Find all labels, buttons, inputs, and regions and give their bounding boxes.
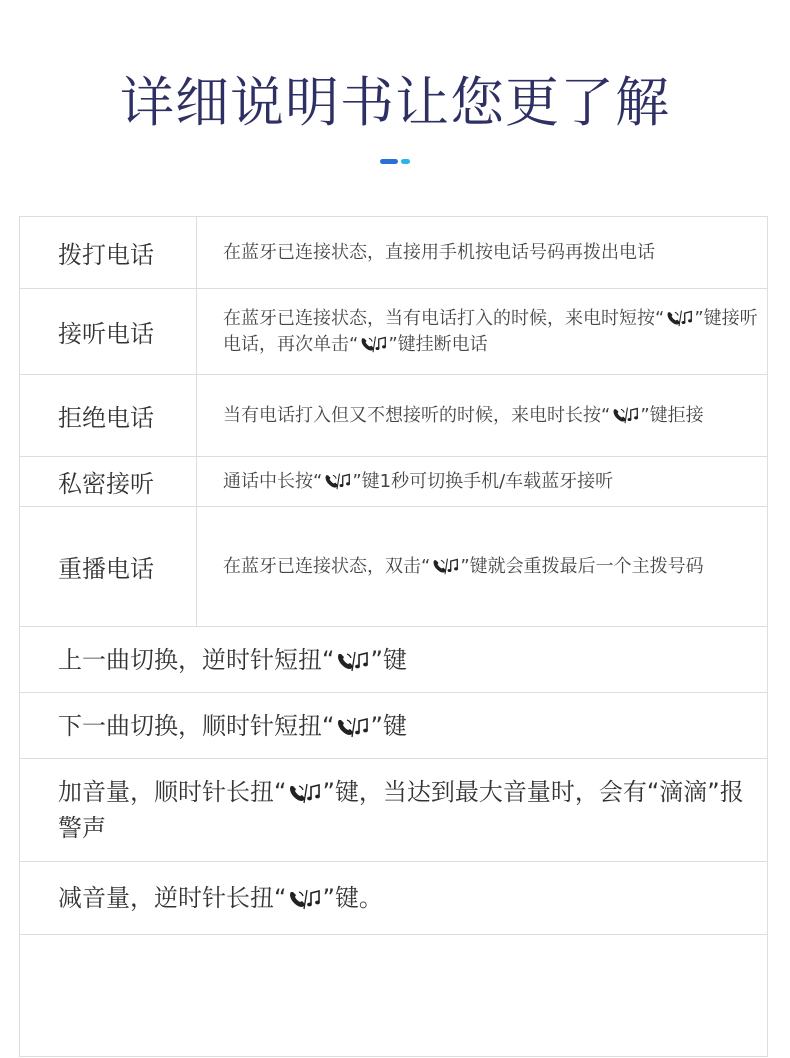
row-text: 加音量，顺时针长扭“ ”键，当达到最大音量时，会有“滴滴”报警声 (58, 778, 744, 842)
table-row (20, 759, 767, 862)
divider-dash-short (401, 159, 410, 164)
table-row (20, 507, 767, 627)
phone-music-key-icon (287, 884, 321, 906)
table-row (20, 457, 767, 507)
phone-music-key-icon (431, 557, 459, 575)
phone-music-key-icon (611, 406, 639, 424)
row-label: 接听电话 (20, 289, 197, 374)
row-description: 当有电话打入但又不想接听的时候，来电时长按“ ”键拒接 (223, 404, 704, 426)
row-description: 在蓝牙已连接状态，当有电话打入的时候，来电时短按“ ”键接听电话，再次单击“ ”键挂断电话 (223, 307, 758, 355)
divider-dash-long (380, 159, 398, 164)
row-text: 上一曲切换，逆时针短扭“ ”键 (58, 645, 407, 674)
phone-music-key-icon (287, 778, 321, 800)
table-row (20, 375, 767, 457)
row-text: 减音量，逆时针长扭“ ”键。 (58, 884, 383, 912)
phone-music-key-icon (335, 646, 369, 668)
table-row (20, 217, 767, 289)
phone-music-key-icon (323, 472, 351, 490)
table-row (20, 289, 767, 375)
title-divider (0, 159, 790, 164)
row-label: 拒绝电话 (20, 375, 197, 456)
row-label: 重播电话 (20, 507, 197, 626)
row-text: 下一曲切换，顺时针短扭“ ”键 (58, 711, 407, 740)
page-title: 详细说明书让您更了解 (120, 71, 670, 134)
row-description: 通话中长按“ ”键1秒可切换手机/车载蓝牙接听 (223, 470, 614, 492)
phone-music-key-icon (359, 335, 387, 353)
phone-music-key-icon (335, 712, 369, 734)
row-description: 在蓝牙已连接状态，双击“ ”键就会重拨最后一个主拨号码 (223, 555, 704, 577)
table-row (20, 862, 767, 935)
row-label: 拨打电话 (20, 217, 197, 288)
table-row (20, 627, 767, 693)
phone-music-key-icon (665, 309, 693, 327)
instruction-table (19, 216, 768, 1057)
row-description: 在蓝牙已连接状态，直接用手机按电话号码再拨出电话 (223, 241, 655, 263)
table-row (20, 693, 767, 759)
row-label: 私密接听 (20, 457, 197, 506)
